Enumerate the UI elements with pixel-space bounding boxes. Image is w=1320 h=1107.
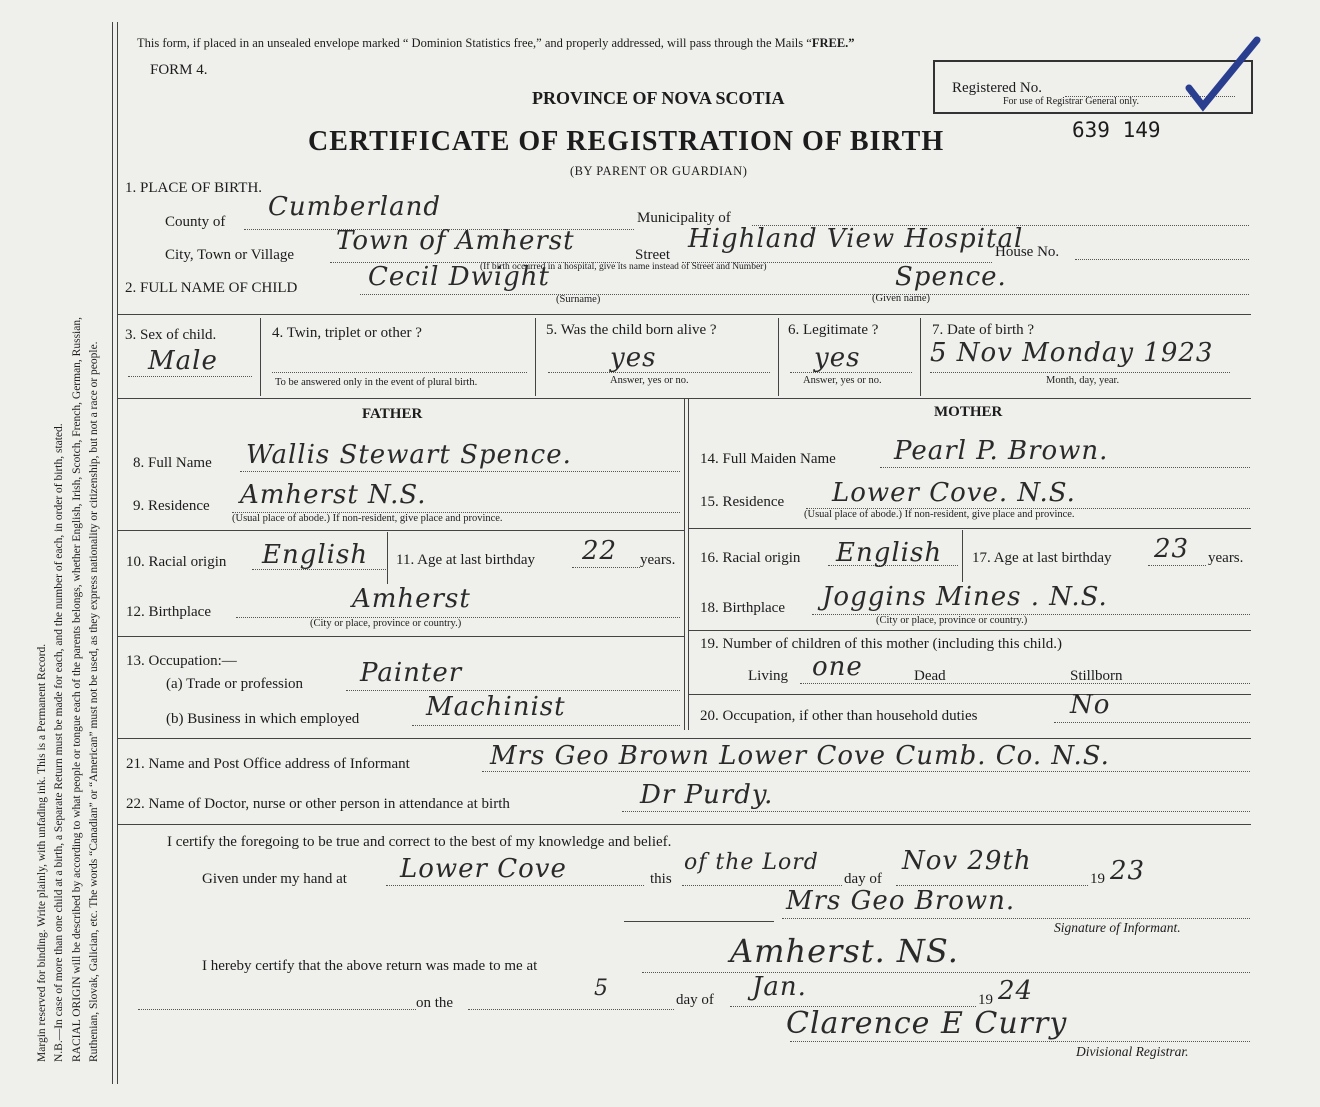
- child-name-label: 2. FULL NAME OF CHILD: [125, 280, 298, 296]
- mother-racial-label: 16. Racial origin: [700, 550, 801, 566]
- registrar-use-note: For use of Registrar General only.: [1003, 96, 1139, 107]
- father-years: years.: [640, 552, 676, 568]
- mother-age: 23: [1154, 534, 1190, 564]
- reg-year-prefix: 19: [978, 992, 993, 1008]
- this-label: this: [650, 871, 672, 887]
- mother-living: one: [812, 652, 863, 682]
- registrar-statement: I hereby certify that the above return was made to me at: [202, 958, 538, 974]
- father-residence-caption: (Usual place of abode.) If non-resident, give place and province.: [232, 513, 503, 524]
- given-name-caption: (Given name): [872, 293, 931, 304]
- day-of-label: day of: [844, 871, 882, 887]
- legitimate-label: 6. Legitimate ?: [788, 322, 879, 338]
- father-name-label: 8. Full Name: [133, 455, 212, 471]
- page-title: CERTIFICATE OF REGISTRATION OF BIRTH: [308, 126, 945, 157]
- province-heading: PROVINCE OF NOVA SCOTIA: [532, 88, 785, 108]
- legitimate-caption: Answer, yes or no.: [803, 375, 882, 386]
- margin-note-4: Ruthenian, Slovak, Galician, etc. The words “Canadian” or “American” must not be used, as they express nationality or citizenship, but not a race or people.: [88, 341, 100, 1062]
- mother-years: years.: [1208, 550, 1244, 566]
- informant-signature: Mrs Geo Brown.: [786, 886, 1016, 916]
- dob-caption: Month, day, year.: [1046, 375, 1120, 386]
- father-trade-label: (a) Trade or profession: [166, 676, 304, 692]
- county-label: County of: [165, 214, 226, 230]
- county-value: Cumberland: [268, 192, 441, 222]
- legitimate-value: yes: [814, 343, 861, 373]
- father-heading: FATHER: [362, 406, 423, 422]
- twin-note: To be answered only in the event of plural birth.: [275, 377, 478, 388]
- margin-note-1: Margin reserved for binding. Write plainly, with unfading ink. This is a Permanent Record.: [36, 643, 48, 1062]
- binding-margin-line-inner: [117, 22, 118, 1084]
- father-birthplace-caption: (City or place, province or country.): [310, 618, 462, 629]
- father-birthplace-label: 12. Birthplace: [126, 604, 211, 620]
- surname-caption: (Surname): [556, 294, 601, 305]
- mother-birthplace: Joggins Mines . N.S.: [822, 582, 1108, 612]
- child-given-name: Cecil Dwight: [368, 262, 550, 292]
- mother-name-label: 14. Full Maiden Name: [700, 451, 836, 467]
- binding-margin-line: [112, 22, 113, 1084]
- certification-statement: I certify the foregoing to be true and correct to the best of my knowledge and belief.: [167, 834, 672, 850]
- father-racial-label: 10. Racial origin: [126, 554, 227, 570]
- father-racial: English: [262, 540, 369, 570]
- signature-caption: Signature of Informant.: [1054, 920, 1181, 935]
- day-of-label-2: day of: [676, 992, 714, 1008]
- alive-value: yes: [610, 343, 657, 373]
- registrar-place: Amherst. NS.: [730, 932, 959, 970]
- registered-label: Registered No.: [952, 80, 1042, 96]
- hospital-note: (If birth occurred in a hospital, give its name instead of Street and Number): [480, 262, 767, 272]
- street-value: Highland View Hospital: [688, 224, 1024, 254]
- on-the-label: on the: [416, 995, 454, 1011]
- city-label: City, Town or Village: [165, 247, 295, 263]
- reg-year-suffix: 24: [998, 976, 1034, 1006]
- mother-residence: Lower Cove. N.S.: [832, 478, 1076, 508]
- given-place: Lower Cove: [400, 854, 567, 884]
- registrar-signature: Clarence E Curry: [786, 1006, 1068, 1041]
- mother-stillborn-label: Stillborn: [1070, 668, 1123, 684]
- page-subtitle: (BY PARENT OR GUARDIAN): [570, 164, 748, 178]
- alive-label: 5. Was the child born alive ?: [546, 322, 717, 338]
- registered-number: 639 149: [1072, 118, 1161, 142]
- place-of-birth-label: 1. PLACE OF BIRTH.: [125, 180, 263, 196]
- alive-caption: Answer, yes or no.: [610, 375, 689, 386]
- mother-residence-caption: (Usual place of abode.) If non-resident, give place and province.: [804, 509, 1075, 520]
- dob-value: 5 Nov Monday 1923: [930, 338, 1214, 368]
- mother-birthplace-caption: (City or place, province or country.): [876, 615, 1028, 626]
- sex-value: Male: [148, 346, 218, 376]
- mother-occupation: No: [1070, 690, 1111, 720]
- father-residence-label: 9. Residence: [133, 498, 210, 514]
- registrar-caption: Divisional Registrar.: [1076, 1044, 1189, 1059]
- mother-living-label: Living: [748, 668, 788, 684]
- street-label: Street: [635, 247, 670, 263]
- mother-dead-label: Dead: [914, 668, 946, 684]
- mother-age-label: 17. Age at last birthday: [972, 550, 1112, 566]
- mother-birthplace-label: 18. Birthplace: [700, 600, 785, 616]
- mother-name: Pearl P. Brown.: [894, 436, 1109, 466]
- father-occupation-label: 13. Occupation:—: [126, 653, 237, 669]
- father-residence: Amherst N.S.: [240, 480, 427, 510]
- twin-label: 4. Twin, triplet or other ?: [272, 325, 422, 341]
- day-of-value: Nov 29th: [902, 846, 1032, 876]
- registered-number-box: [933, 60, 1253, 114]
- margin-note-3: RACIAL ORIGIN will be described by according to what people or tongue each of the parents belongs, whether English, Irish, Scotch, French, German, Russian,: [71, 317, 83, 1062]
- dob-label: 7. Date of birth ?: [932, 322, 1035, 338]
- sex-label: 3. Sex of child.: [125, 327, 217, 343]
- margin-note-2: N.B.—In case of more than one child at a birth, a Separate Return must be made for each, and the number of each, in order of birth, stated.: [53, 423, 65, 1062]
- father-birthplace: Amherst: [352, 584, 471, 614]
- day-of-value-2: Jan.: [752, 972, 807, 1002]
- form-number: FORM 4.: [150, 62, 208, 78]
- year-prefix: 19: [1090, 871, 1105, 887]
- house-label: House No.: [995, 244, 1060, 260]
- mother-racial: English: [836, 538, 943, 568]
- informant-value: Mrs Geo Brown Lower Cove Cumb. Co. N.S.: [490, 741, 1110, 771]
- father-business-label: (b) Business in which employed: [166, 711, 360, 727]
- father-name: Wallis Stewart Spence.: [246, 440, 572, 470]
- mother-children-label: 19. Number of children of this mother (including this child.): [700, 636, 1063, 652]
- child-surname: Spence.: [895, 262, 1007, 292]
- on-the-value: 5: [594, 976, 609, 1001]
- year-suffix: 23: [1110, 856, 1146, 886]
- mail-notice: This form, if placed in an unsealed envelope marked “ Dominion Statistics free,” and properly addressed, will pass through the Mails “FREE.”: [137, 36, 855, 50]
- father-trade: Painter: [360, 658, 463, 688]
- father-age-label: 11. Age at last birthday: [396, 552, 535, 568]
- this-value: of the Lord: [684, 850, 819, 875]
- city-value: Town of Amherst: [336, 226, 575, 256]
- check-mark-icon: [1183, 36, 1263, 116]
- mother-residence-label: 15. Residence: [700, 494, 785, 510]
- doctor-value: Dr Purdy.: [640, 780, 774, 810]
- mother-heading: MOTHER: [934, 404, 1003, 420]
- father-business: Machinist: [426, 692, 566, 722]
- father-age: 22: [582, 536, 618, 566]
- doctor-label: 22. Name of Doctor, nurse or other person in attendance at birth: [126, 796, 510, 812]
- informant-label: 21. Name and Post Office address of Informant: [126, 756, 410, 772]
- mother-occupation-label: 20. Occupation, if other than household duties: [700, 708, 978, 724]
- given-label: Given under my hand at: [202, 871, 347, 887]
- municipality-label: Municipality of: [637, 210, 731, 226]
